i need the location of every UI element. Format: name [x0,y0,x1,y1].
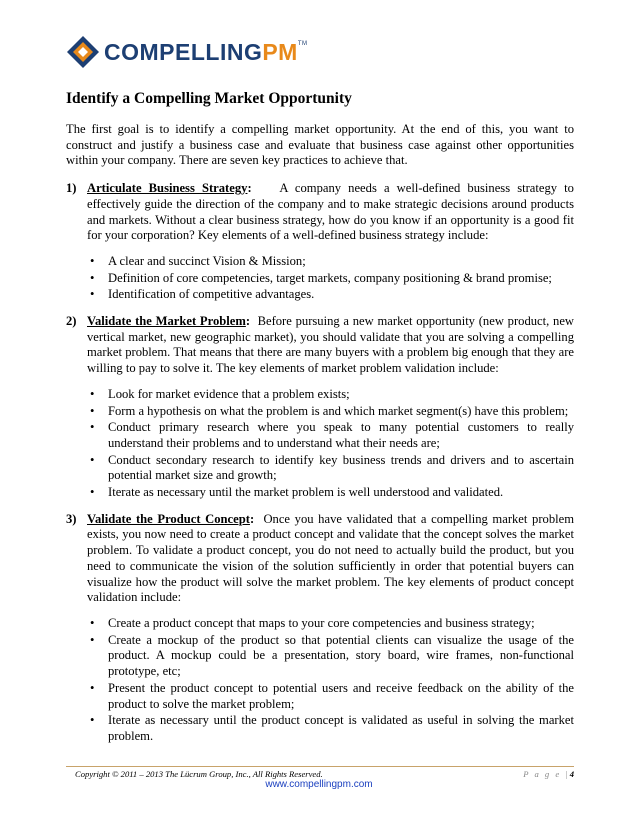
diamond-logo-icon [66,35,100,69]
section-text: Validate the Market Problem: Before pursuing a new market opportunity (new product, new vertical market, new geographic market), you should validate that you are solving a compelling market problem. That means that there are many buyers with a problem big enough that they are willing to pay to solve it. The key elements of market problem validation include: [87,314,575,376]
section-text: Articulate Business Strategy: A company needs a well-defined business strategy to effectively guide the direction of the company and to make strategic decisions around products and markets. Without a clear business strategy, how do you know if an opportunity is a good fit for your corporation? Key elements of a well-defined business strategy include: [87,181,574,243]
company-logo [66,30,308,74]
footer-website-link[interactable]: www.compellingpm.com [265,779,373,790]
list-item: • Present the product concept to potential users and receive feedback on the ability of the product to solve the market problem; [90,680,574,711]
section-heading: Validate the Product Concept [87,511,250,526]
list-item: • Iterate as necessary until the product concept is validated as useful in solving the market problem. [90,713,574,743]
list-item: • Conduct primary research where you speak to many potential customers to really understand their problems and to understand what their needs are; [90,420,574,450]
page-separator: | [561,769,570,779]
section-validate-product-concept [66,512,574,745]
section-number: 2) [66,314,77,329]
section-number: 3) [66,511,77,526]
footer-copyright: Copyright © 2011 – 2013 The Lücrum Group, Inc., All Rights Reserved. [75,769,323,779]
section-text: Validate the Product Concept: Once you have validated that a compelling market problem exists, you now need to create a product concept and validate that the concept solves the market problem. To validate a product concept, you do not need to actually build the product, but you need to communicate the vision of the solution sufficiently in order that potential buyers can visualize how the product will solve the market problem. The key elements of product concept validation include: [87,511,575,605]
section-validate-market-problem [66,314,574,501]
list-item: • Create a mockup of the product so that potential clients can visualize the usage of the product. A mockup could be a presentation, story board, wire frames, non-functional prototype, etc; [90,632,574,679]
list-item: • Conduct secondary research to identify key business trends and drivers and to ascertain potential market size and growth; [90,452,574,483]
intro-paragraph: The first goal is to identify a compelling market opportunity. At the end of this, you want to construct and justify a business case and evaluate that business case against other opportunities within your company. There are seven key practices to achieve that. [66,122,574,168]
bullet-list [87,387,574,501]
list-item: • Look for market evidence that a problem exists; [90,386,350,401]
list-item: • Iterate as necessary until the market problem is well understood and validated. [90,485,504,500]
document-body [66,90,574,756]
footer-page-number [523,769,574,779]
section-body: A company needs a well-defined business strategy to effectively guide the direction of the company and to make strategic decisions around products and markets. Without a clear business strategy, how do you know if an opportunity is a good fit for your corporation? Key elements of a well-defined business strategy include: [87,181,574,243]
section-body: Before pursuing a new market opportunity (new product, new vertical market, new geographic market), you should validate that you are solving a compelling market problem. That means that there are many buyers with a problem big enough that they are willing to pay to solve it. The key elements of market problem validation include: [87,314,575,376]
logo-wordmark: COMPELLINGPM™ [104,38,308,65]
list-item: • A clear and succinct Vision & Mission; [90,253,306,268]
section-articulate-strategy [66,181,574,303]
list-item: • Form a hypothesis on what the problem is and which market segment(s) have this problem; [90,403,569,418]
list-item: • Definition of core competencies, target markets, company positioning & brand promise; [90,270,552,285]
bullet-list [87,616,574,745]
section-heading: Articulate Business Strategy [87,181,248,196]
page-label: P a g e [523,769,562,779]
section-body: Once you have validated that a compelling market problem exists, you now need to create a product concept and validate that the concept solves the market problem. To validate a product concept, you do not need to actually build the product, but you need to communicate the vision of the solution sufficiently in order that potential buyers can visualize how the product will solve the market problem. The key elements of product concept validation include: [87,511,575,605]
section-heading: Validate the Market Problem [87,314,246,329]
section-number: 1) [66,181,77,196]
footer-rule [66,766,574,767]
page-number: 4 [569,769,574,779]
list-item: • Identification of competitive advantages. [90,287,315,302]
list-item: • Create a product concept that maps to your core competencies and business strategy; [90,615,535,630]
bullet-list [87,254,574,303]
page-title: Identify a Compelling Market Opportunity [66,90,352,107]
